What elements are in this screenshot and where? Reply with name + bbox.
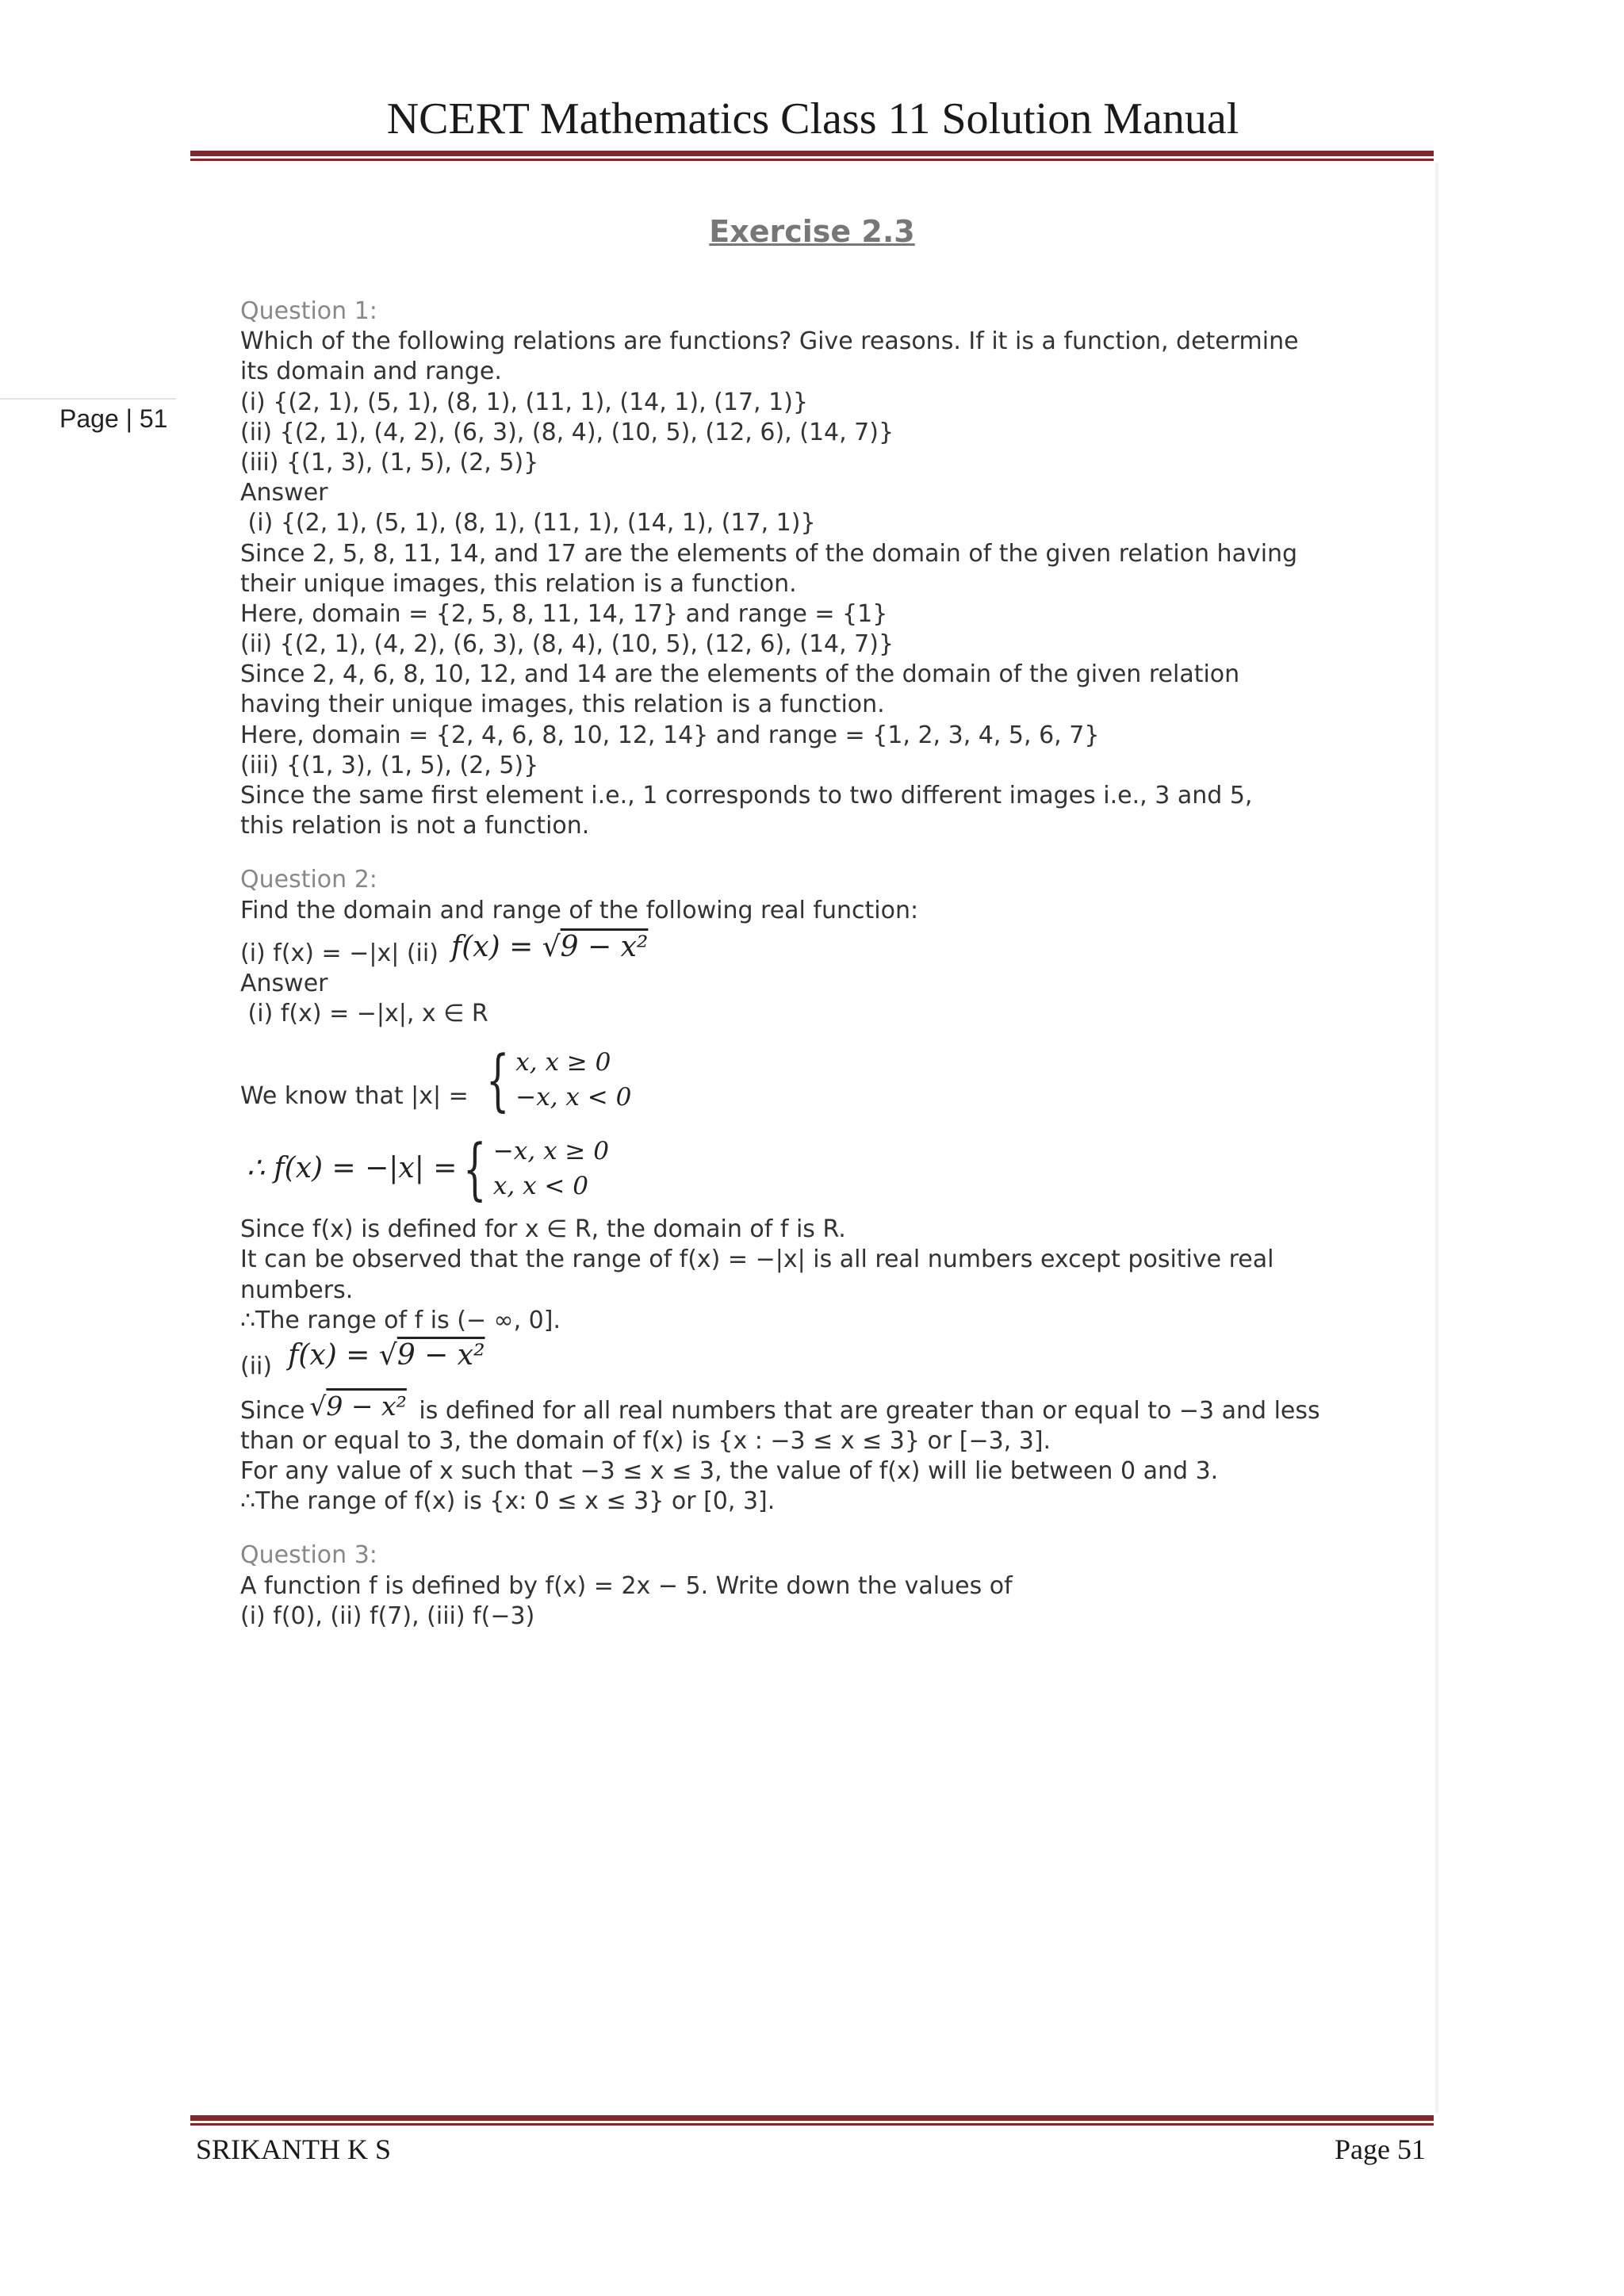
q1-answer-i-line-2: their unique images, this relation is a function. bbox=[240, 569, 797, 598]
left-brace: { bbox=[463, 1130, 487, 1208]
q2-answer-ii-formula bbox=[288, 1338, 485, 1372]
q2-answer-i-line-3: numbers. bbox=[240, 1276, 354, 1304]
q2-answer-ii-since-line bbox=[240, 1382, 1398, 1426]
question-2-label: Question 2: bbox=[240, 866, 377, 894]
f-cases bbox=[457, 1130, 609, 1208]
radicand: 9 − x² bbox=[326, 1390, 407, 1422]
header-rule-thick bbox=[190, 151, 1434, 156]
q1-answer-ii-line-2: having their unique images, this relation is a function. bbox=[240, 691, 885, 719]
abs-definition bbox=[240, 1032, 1398, 1127]
scan-edge bbox=[1435, 163, 1438, 2113]
radicand: 9 − x² bbox=[396, 1338, 485, 1372]
sqrt-symbol: √ bbox=[542, 930, 561, 963]
sqrt-symbol: √ bbox=[378, 1338, 397, 1372]
q2-answer-ii-line-4: ∴The range of f(x) is {x: 0 ≤ x ≤ 3} or [0, 3]. bbox=[240, 1487, 776, 1516]
q1-answer-i: (i) {(2, 1), (5, 1), (8, 1), (11, 1), (14, 1), (17, 1)} bbox=[240, 509, 816, 538]
sqrt-symbol: √ bbox=[309, 1390, 327, 1422]
q1-answer-iii-line-2: this relation is not a function. bbox=[240, 812, 590, 840]
q2-answer-label: Answer bbox=[240, 969, 328, 997]
q2-answer-i-line-2: It can be observed that the range of f(x) = −|x| is all real numbers except positive real bbox=[240, 1246, 1274, 1274]
q1-text-2: its domain and range. bbox=[240, 358, 502, 386]
header-rule-thin bbox=[190, 159, 1434, 161]
q2-parts-prefix: (i) f(x) = −|x| (ii) bbox=[240, 939, 439, 967]
q2-text-1: Find the domain and range of the following real function: bbox=[240, 896, 919, 924]
footer-author: SRIKANTH K S bbox=[196, 2133, 392, 2165]
footer-rule-thick bbox=[190, 2115, 1434, 2121]
exercise-title: Exercise 2.3 bbox=[709, 214, 915, 249]
q1-answer-i-line-1: Since 2, 5, 8, 11, 14, and 17 are the elements of the domain of the given relation having bbox=[240, 539, 1298, 568]
q1-answer-i-line-3: Here, domain = {2, 5, 8, 11, 14, 17} and range = {1} bbox=[240, 599, 888, 628]
f-case-1: −x, x ≥ 0 bbox=[492, 1137, 609, 1166]
q1-answer-iii-line-1: Since the same first element i.e., 1 corresponds to two different images i.e., 3 and 5, bbox=[240, 782, 1253, 809]
header-title: NCERT Mathematics Class 11 Solution Manual bbox=[386, 94, 1239, 144]
f-definition bbox=[247, 1127, 1398, 1210]
q2-answer-ii-line-2: than or equal to 3, the domain of f(x) is {x : −3 ≤ x ≤ 3} or [−3, 3]. bbox=[240, 1426, 1051, 1455]
left-brace: { bbox=[485, 1041, 510, 1119]
q1-answer-label: Answer bbox=[240, 479, 328, 507]
q2-parts-line bbox=[240, 929, 1398, 969]
q2-answer-i: (i) f(x) = −|x|, x ∈ R bbox=[240, 999, 488, 1027]
we-know-text: We know that |x| = bbox=[240, 1082, 469, 1111]
q2-answer-ii-line bbox=[240, 1336, 1398, 1382]
side-page-label: Page | 51 bbox=[59, 404, 168, 433]
function-lhs: f(x) = bbox=[450, 930, 542, 963]
sqrt-expression bbox=[309, 1391, 407, 1422]
function-lhs: f(x) = bbox=[288, 1338, 379, 1372]
q1-answer-ii: (ii) {(2, 1), (4, 2), (6, 3), (8, 4), (10, 5), (12, 6), (14, 7)} bbox=[240, 630, 894, 659]
f-case-2: x, x < 0 bbox=[492, 1172, 588, 1201]
abs-cases bbox=[480, 1041, 632, 1119]
question-1-label: Question 1: bbox=[240, 297, 377, 325]
q2-answer-ii-line-3: For any value of x such that −3 ≤ x ≤ 3, the value of f(x) will lie between 0 and 3. bbox=[240, 1457, 1219, 1486]
since-word: Since bbox=[240, 1396, 305, 1425]
abs-case-2: −x, x < 0 bbox=[515, 1083, 632, 1112]
q1-answer-ii-line-1: Since 2, 4, 6, 8, 10, 12, and 14 are the elements of the domain of the given relation bbox=[240, 660, 1240, 689]
footer-rule-thin bbox=[190, 2123, 1434, 2126]
q1-answer-ii-line-3: Here, domain = {2, 4, 6, 8, 10, 12, 14} and range = {1, 2, 3, 4, 5, 6, 7} bbox=[240, 721, 1100, 749]
side-divider bbox=[0, 398, 176, 400]
q3-text-1: A function f is defined by f(x) = 2x − 5. Write down the values of bbox=[240, 1571, 1013, 1600]
content bbox=[240, 297, 1398, 1632]
q1-part-i: (i) {(2, 1), (5, 1), (8, 1), (11, 1), (14, 1), (17, 1)} bbox=[240, 388, 809, 416]
therefore-text: ∴ f(x) = −|x| = bbox=[247, 1152, 458, 1185]
q3-text-2: (i) f(0), (ii) f(7), (iii) f(−3) bbox=[240, 1601, 535, 1630]
q1-part-iii: (iii) {(1, 3), (1, 5), (2, 5)} bbox=[240, 448, 539, 476]
q1-answer-iii: (iii) {(1, 3), (1, 5), (2, 5)} bbox=[240, 751, 539, 779]
q1-part-ii: (ii) {(2, 1), (4, 2), (6, 3), (8, 4), (10, 5), (12, 6), (14, 7)} bbox=[240, 418, 894, 446]
q2-answer-i-line-1: Since f(x) is defined for x ∈ R, the domain of f is R. bbox=[240, 1215, 846, 1244]
q2-answer-ii-line-1: is defined for all real numbers that are greater than or equal to −3 and less bbox=[411, 1396, 1320, 1425]
abs-case-1: x, x ≥ 0 bbox=[515, 1048, 611, 1077]
q1-text-1: Which of the following relations are functions? Give reasons. If it is a function, determine bbox=[240, 327, 1299, 356]
q2-function-formula bbox=[451, 932, 648, 962]
radicand: 9 − x² bbox=[560, 930, 649, 963]
footer-page-number: Page 51 bbox=[1335, 2133, 1426, 2165]
question-3-label: Question 3: bbox=[240, 1541, 377, 1570]
q2-answer-ii-label: (ii) bbox=[240, 1352, 273, 1380]
q2-answer-i-line-4: ∴The range of f is (− ∞, 0]. bbox=[240, 1306, 561, 1334]
